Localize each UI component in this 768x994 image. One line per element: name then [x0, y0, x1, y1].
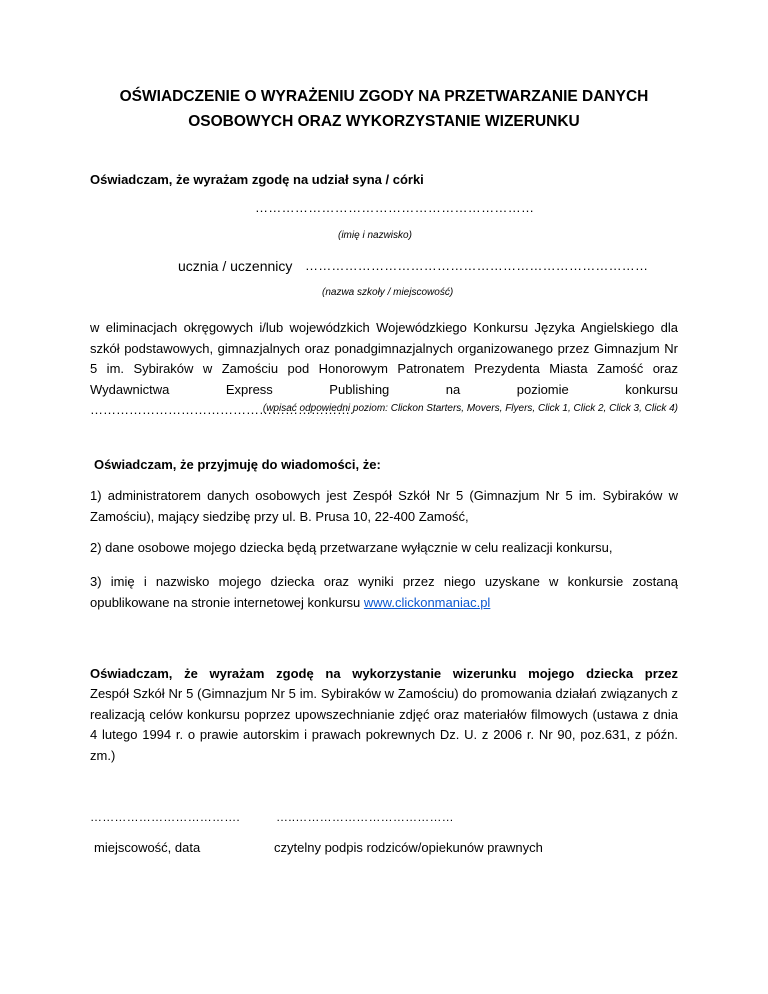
student-label: ucznia / uczennicy: [178, 258, 293, 274]
child-name-caption: (imię i nazwisko): [338, 230, 412, 241]
level-caption: (wpisać odpowiedni poziom: Clickon Starters, Movers, Flyers, Click 1, Click 2, Click 3, Click 4): [262, 403, 678, 414]
school-caption: (nazwa szkoły / miejscowość): [322, 287, 454, 298]
participation-consent-intro: Oświadczam, że wyrażam zgodę na udział syna / córki: [90, 172, 424, 187]
acknowledgement-item-3-text: 3) imię i nazwisko mojego dziecka oraz wyniki przez niego uzyskane w konkursie zostaną opublikowane na stronie internetowej konkursu: [90, 574, 678, 610]
acknowledgement-item-3: [90, 572, 678, 613]
acknowledgement-heading: Oświadczam, że przyjmuję do wiadomości, że:: [94, 457, 381, 472]
title-line-2: OSOBOWYCH ORAZ WYKORZYSTANIE WIZERUNKU: [188, 113, 580, 130]
acknowledgement-item-2: 2) dane osobowe mojego dziecka będą przetwarzane wyłącznie w celu realizacji konkursu,: [90, 540, 613, 555]
place-date-label: miejscowość, data: [94, 840, 201, 855]
school-name-field[interactable]: ……………………………………………………………………: [305, 258, 649, 273]
competition-website-link[interactable]: www.clickonmaniac.pl: [363, 594, 491, 610]
image-consent-lead: Oświadczam, że wyrażam zgodę na wykorzystanie wizerunku mojego dziecka przez: [90, 666, 678, 681]
competition-paragraph: w eliminacjach okręgowych i/lub wojewódzkich Wojewódzkiego Konkursu Języka Angielskiego dla szkół podstawowych, gimnazjalnych oraz ponadgimnazjalnych organizowanego przez Gimnazjum Nr 5 im. Sybiraków w Zamościu pod Honorowym Patronatem Prezydenta Miasta Zamość oraz Wydawnictwa Express Publishing na poziomie konkursu …………………………………………………….: [90, 320, 678, 417]
signature-field[interactable]: …..…………………………………: [276, 810, 454, 824]
acknowledgement-item-1: 1) administratorem danych osobowych jest Zespół Szkół Nr 5 (Gimnazjum Nr 5 im. Sybiraków w Zamościu), mający siedzibę przy ul. B. Prusa 10, 22-400 Zamość,: [90, 488, 678, 524]
document-title: [90, 84, 678, 134]
image-consent-paragraph: Zespół Szkół Nr 5 (Gimnazjum Nr 5 im. Sybiraków w Zamościu) do promowania działań związanych z realizacją celów konkursu poprzez upowszechnianie zdjęć oraz materiałów filmowych (ustawa z dnia 4 lutego 1994 r. o prawie autorskim i prawach pokrewnych Dz. U. z 2006 r. Nr 90, poz.631, z późn. zm.): [90, 686, 678, 763]
place-date-field[interactable]: ……………………………….: [90, 810, 240, 824]
title-line-1: OŚWIADCZENIE O WYRAŻENIU ZGODY NA PRZETWARZANIE DANYCH: [119, 88, 649, 105]
signature-label: czytelny podpis rodziców/opiekunów prawnych: [274, 840, 543, 855]
child-name-field[interactable]: ………………………………………………………: [255, 200, 535, 215]
